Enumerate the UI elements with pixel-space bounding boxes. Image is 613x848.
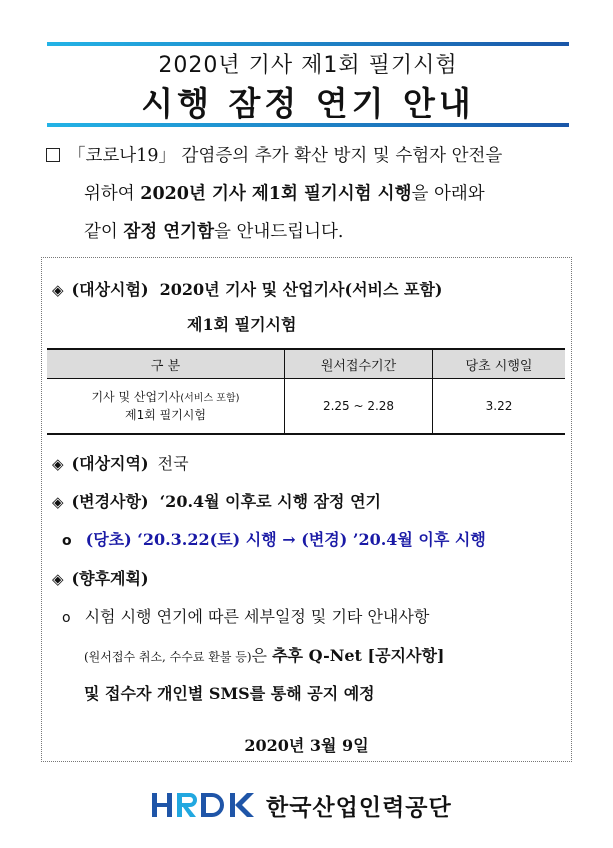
table-header: 당초 시행일	[433, 349, 566, 379]
circle-bullet-icon: o	[62, 533, 72, 549]
table-cell-date: 3.22	[433, 379, 566, 435]
plan-text: 은	[251, 646, 273, 665]
square-bullet-icon	[46, 148, 60, 162]
table-header: 구 분	[47, 349, 285, 379]
page-title: 시행 잠정 연기 안내	[141, 84, 475, 123]
plan-line	[52, 566, 149, 589]
plan-small-note: (원서접수 취소, 수수료 환불 등)	[84, 650, 252, 664]
target-exam-label: (대상시험)	[71, 280, 149, 299]
title-top-rule	[47, 42, 569, 46]
document-date: 2020년 3월 9일	[244, 736, 369, 755]
intro-text: 같이	[84, 222, 124, 242]
plan-detail-line-1	[62, 604, 429, 627]
title-bottom-rule	[47, 123, 569, 127]
diamond-bullet-icon: ◈	[52, 281, 64, 299]
target-region-line	[52, 451, 189, 474]
hrdk-logo	[150, 786, 452, 824]
diamond-bullet-icon: ◈	[52, 493, 64, 511]
table-cell-period: 2.25 ~ 2.28	[285, 379, 433, 435]
intro-line-3	[84, 222, 343, 242]
table-row	[47, 379, 565, 435]
diamond-bullet-icon: ◈	[52, 455, 64, 473]
organization-name: 한국산업인력공단	[266, 794, 452, 821]
target-region-value: 전국	[157, 454, 189, 473]
intro-text: 을 안내드립니다.	[214, 222, 344, 242]
plan-text-1: 시험 시행 연기에 따른 세부일정 및 기타 안내사항	[84, 607, 430, 626]
plan-emphasis: 추후 Q-Net [공지사항]	[272, 646, 445, 665]
table-header: 원서접수기간	[285, 349, 433, 379]
change-detail-line	[62, 527, 486, 550]
intro-text: 을 아래와	[411, 184, 485, 204]
hrdk-logo-icon	[150, 791, 260, 819]
diamond-bullet-icon: ◈	[52, 570, 64, 588]
change-detail: (당초) ‘20.3.22(토) 시행 → (변경) ’20.4월 이후 시행	[85, 530, 486, 549]
change-label: (변경사항)	[71, 492, 149, 511]
table-header-row	[47, 349, 565, 379]
intro-line-2	[84, 184, 485, 204]
plan-detail-line-3: 및 접수자 개인별 SMS를 통해 공지 예정	[84, 684, 375, 703]
circle-bullet-icon: o	[62, 610, 71, 626]
change-value: ‘20.4월 이후로 시행 잠정 연기	[159, 492, 381, 511]
intro-text: 위하여	[84, 184, 141, 204]
target-region-label: (대상지역)	[71, 454, 149, 473]
category-small: (서비스 포함)	[180, 392, 240, 404]
plan-detail-line-2	[84, 643, 444, 666]
target-exam-value-2: 제1회 필기시험	[187, 315, 297, 334]
intro-emphasis: 잠정 연기함	[123, 222, 214, 242]
title-line-1: 2020년 기사 제1회 필기시험	[158, 53, 458, 78]
category-main: 기사 및 산업기사	[91, 389, 181, 404]
table-cell-category	[47, 379, 285, 435]
intro-emphasis: 2020년 기사 제1회 필기시험 시행	[140, 184, 412, 204]
category-line-2: 제1회 필기시험	[124, 407, 206, 422]
target-exam-line	[52, 277, 443, 300]
target-exam-value: 2020년 기사 및 산업기사(서비스 포함)	[159, 280, 443, 299]
plan-label: (향후계획)	[71, 569, 149, 588]
change-line	[52, 489, 381, 512]
intro-line-1: 「코로나19」 감염증의 추가 확산 방지 및 수험자 안전을	[68, 146, 503, 166]
schedule-table	[47, 348, 565, 435]
